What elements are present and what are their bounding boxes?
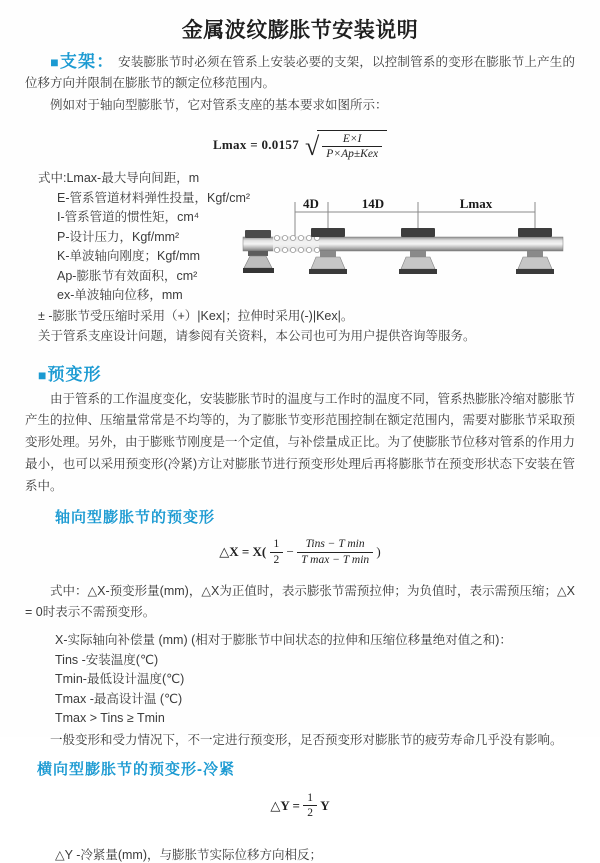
radicand (317, 130, 387, 162)
dim-label-4d: 4D (303, 196, 319, 211)
axial-variable-definitions (55, 631, 600, 729)
support-body-text: 安装膨胀节时必须在管系上安装必要的支架，以控制管系的变形在膨胀节上产生的位移方向并限制在膨胀节的额定位移范围内。 (25, 55, 575, 90)
axial-sub-heading: 轴向型膨胀节的预变形 (55, 509, 216, 527)
temp-numerator: Tins − T min (297, 537, 373, 552)
lmax-frac-denominator: P×Ap±Kex (326, 148, 379, 161)
definition-line: E-管系管道材料弹性投量，Kgf/cm² (57, 190, 251, 205)
definition-line: I-管系管道的惯性矩，cm⁴ (57, 210, 200, 224)
dim-label-lmax: Lmax (459, 196, 493, 211)
bellows-corrugation (273, 235, 320, 252)
lateral-half-fraction (303, 791, 317, 821)
lmax-fraction (322, 132, 382, 162)
support-example-text: 例如对于轴向型膨胀节，它对管系支座的基本要求如图所示： (50, 98, 388, 112)
half-numerator: 1 (303, 791, 317, 806)
service-note: 关于管系支座设计问题，请参阅有关资料，本公司也可为用户提供咨询等服务。 (38, 329, 476, 343)
predeform-body-text: 由于管系的工作温度变化，安装膨胀节时的温度与工作时的温度不同，管系热膨胀冷缩对膨胀节产生的拉伸、压缩量常常是不均等的，为了膨胀节变形范围控制在额定范围内，需要对膨胀节采取预变形处理。另外，由于膨账节刚度是一个定值，与补偿量成正比。为了使膨胀节位移对管系的作用力最小，也可以采用预变形(冷紧)方让对膨胀节进行预变形处理后再将膨胀节在预变形状态下安装在管系中。 (25, 391, 576, 493)
radical-icon: √ (305, 131, 320, 161)
tmax-definition: Tmax -最高设计温 (℃) (55, 691, 183, 706)
half-denominator: 2 (307, 807, 313, 820)
section-marker-icon: ■ (50, 54, 59, 70)
lateral-sub-heading: 横向型膨胀节的预变形-冷紧 (37, 760, 235, 778)
lmax-formula (0, 124, 600, 164)
half-denominator: 2 (273, 553, 280, 566)
sign-convention-note: ± -膨胀节受压缩时采用（+）|Kex|；拉伸时采用(-)|Kex|。 (38, 308, 354, 323)
tins-definition: Tins -安装温度(℃) (55, 652, 159, 667)
minus-sign: − (286, 544, 294, 560)
dim-label-14d: 14D (361, 196, 385, 211)
anchor-support (243, 230, 274, 273)
definition-line: K-单波轴向刚度；Kgf/mm (57, 249, 201, 263)
axial-note-text: 一般变形和受力情况下，不一定进行预变形，足否预变形对膨胀节的疲劳寿命几乎没有影响。 (50, 732, 563, 747)
axial-half-fraction (270, 537, 284, 567)
axial-formula (0, 537, 600, 571)
right-paren: ) (376, 544, 381, 560)
half-numerator: 1 (270, 537, 284, 552)
section-heading-support (50, 52, 114, 71)
section-marker-icon: ■ (38, 366, 47, 383)
axial-explain-text: 式中：△X-预变形量(mm)，△X为正值时，表示膨张节需预拉伸；为负值时，表示需预压缩；△X = 0时表示不需预变形。 (25, 584, 575, 620)
definition-line: 式中:Lmax-最大导向间距，m (38, 171, 200, 185)
definition-line: ex-单波轴向位移，mm (57, 288, 183, 302)
section-heading-predeform (38, 360, 600, 385)
lmax-formula-lhs: Lmax = 0.0157 (212, 136, 300, 152)
lateral-formula (0, 791, 600, 821)
x-definition: X-实际轴向补偿量 (mm) (相对于膨胀节中间状态的拉伸和压缩位移量绝对值之和)： (55, 633, 512, 648)
lateral-formula-rhs: Y (320, 797, 330, 813)
lateral-formula-lhs: △Y = (270, 797, 300, 813)
pipe-support-diagram (243, 193, 565, 293)
lmax-frac-numerator: E×I (322, 132, 382, 147)
definition-line: Ap-膨胀节有效面积，cm² (57, 268, 198, 283)
page-title: 金属波纹膨胀节安装说明 (181, 19, 419, 42)
support-paragraph (25, 51, 575, 94)
temperature-fraction (297, 537, 373, 567)
temperature-relation: Tmax > Tins ≥ Tmin (55, 711, 165, 726)
predeform-heading-label: 预变形 (47, 364, 102, 384)
axial-formula-lhs: △X = X( (219, 544, 267, 560)
definition-line: P-设计压力，Kgf/mm² (57, 229, 180, 244)
tmin-definition: Tmin-最低设计温度(℃) (55, 672, 185, 687)
support-heading-label: 支架： (59, 52, 115, 71)
temp-denominator: T max − T min (301, 553, 370, 566)
y-definition: △Y -冷紧量(mm)，与膨胀节实际位移方向相反； (55, 847, 323, 862)
